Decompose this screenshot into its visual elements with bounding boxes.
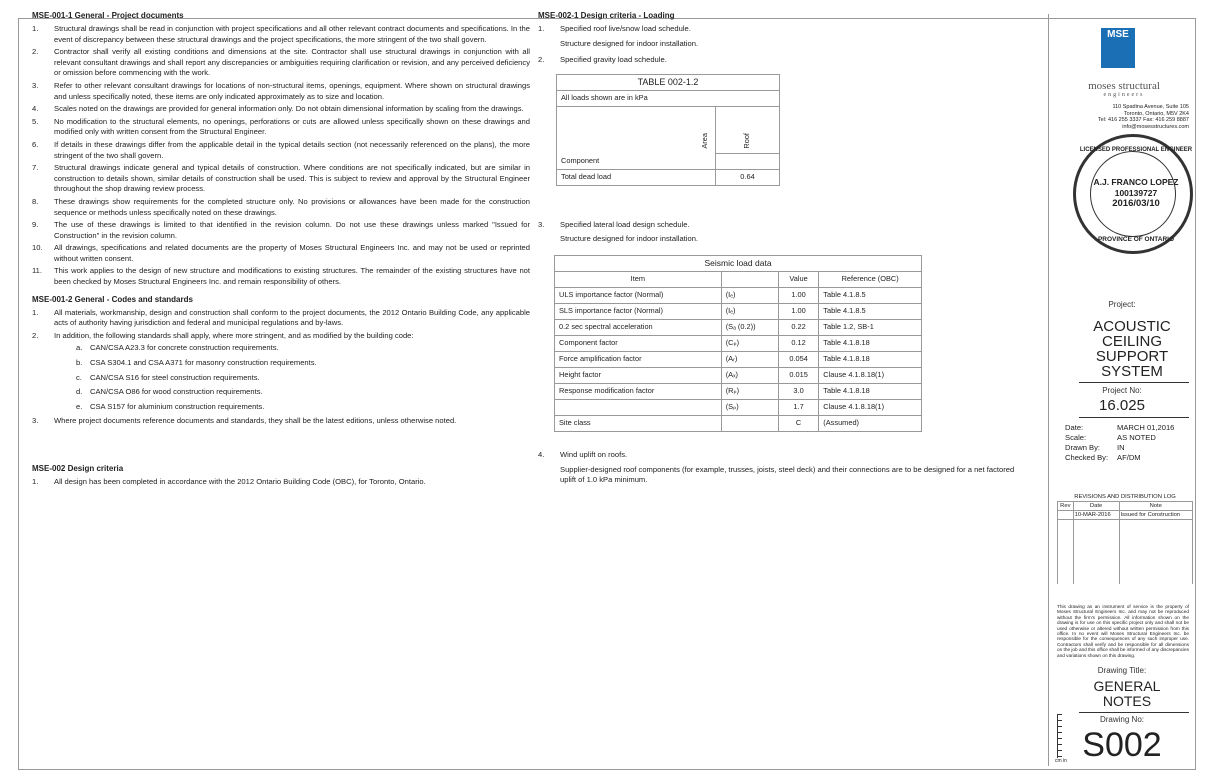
table-cell: SLS importance factor (Normal)	[555, 303, 722, 319]
list-item: 2. In addition, the following standards shall apply, where more stringent, and as modified by the building code: a. CAN/CSA A23.3 for concrete construction requirements. b. CSA S304.1 and CSA A371 for masonry construction requirements. c. CAN/CSA S16 for steel construction requirements. d. CAN/CSA O86 for wood construction requirements. e. CSA S157 for aluminium construction requirements.	[32, 331, 530, 413]
table-row	[555, 303, 922, 319]
table-cell: (Assumed)	[819, 415, 922, 431]
dead-load-table	[556, 74, 780, 186]
table-cell: C	[778, 415, 818, 431]
table-row	[555, 367, 922, 383]
table-row	[555, 287, 922, 303]
area-header: Area	[557, 106, 716, 153]
table-cell: Component factor	[555, 335, 722, 351]
table-cell: 0.22	[778, 319, 818, 335]
table-cell: 1.00	[778, 287, 818, 303]
table-header	[721, 271, 778, 287]
design-criteria-list	[32, 477, 530, 488]
drawing-number: S002	[1082, 726, 1162, 764]
scale-units: cm in	[1055, 758, 1067, 764]
project-documents-list	[32, 24, 530, 288]
table-cell: 1.7	[778, 399, 818, 415]
firm-address: 110 Spadina Avenue, Suite 105 Toronto, Ontario, M5V 2K4 Tel: 416 255 3337 Fax: 416 259 8887 info@mosesstructures.com	[1097, 104, 1189, 130]
list-item: 10. All drawings, specifications and related documents are the property of Moses Structural Engineers Inc. and may not be used or reprinted without written consent.	[32, 243, 530, 263]
table-row	[555, 399, 922, 415]
loading-list	[538, 220, 1018, 231]
table-cell	[721, 415, 778, 431]
list-item: 11. This work applies to the design of new structure and modifications to existing structures. The remainder of the existing structures have not been checked by Moses Structural Engineers Inc. and remain responsibility of others.	[32, 266, 530, 287]
title-block	[1048, 14, 1195, 766]
list-item: 2. Specified gravity load schedule.	[538, 55, 667, 65]
table-cell: 0.12	[778, 335, 818, 351]
loading-list	[538, 55, 1018, 66]
firm-name: moses structural	[1088, 80, 1160, 92]
table-header: Value	[778, 271, 818, 287]
table-cell: Table 4.1.8.18	[819, 351, 922, 367]
table-row	[555, 319, 922, 335]
table-cell: Clause 4.1.8.18(1)	[819, 367, 922, 383]
table-cell: Response modification factor	[555, 383, 722, 399]
project-name: ACOUSTIC CEILING SUPPORT SYSTEM	[1093, 318, 1171, 380]
note-subtext: Structure designed for indoor installation.	[560, 234, 699, 244]
table-title: Seismic load data	[555, 255, 922, 271]
table-cell: Table 4.1.8.18	[819, 383, 922, 399]
list-item: 2. Contractor shall verify all existing conditions and dimensions at the site. Contractor shall use structural drawings in conjunction with all relevant consultant drawings and shall report any discrepancies or ambiguities requiring clarification or revision, and any perceived deficiency or omission before commencing with the work.	[32, 47, 530, 78]
project-no-label: Project No:	[1102, 386, 1142, 395]
list-item: 8. These drawings show requirements for the completed structure only. No provisions or allowances have been made for the construction sequence or methods unless specifically noted on these drawings.	[32, 196, 530, 217]
table-cell: (Iₑ)	[721, 303, 778, 319]
meta-row: Date: MARCH 01,2016	[1065, 423, 1175, 432]
list-item: 1. All design has been completed in accordance with the 2012 Ontario Building Code (OBC), for Toronto, Ontario.	[32, 477, 426, 486]
table-cell: Site class	[555, 415, 722, 431]
table-cell: Table 4.1.8.5	[819, 287, 922, 303]
table-cell	[555, 399, 722, 415]
revision-table	[1057, 501, 1193, 584]
table-row	[1058, 568, 1193, 576]
list-item: 1. All materials, workmanship, design and construction shall conform to the project documents, the 2012 Ontario Building Code, any applicable acts of authority having jurisdiction and federal and municipal regulations and by-laws.	[32, 307, 530, 328]
drawing-no-label: Drawing No:	[1099, 715, 1144, 724]
list-item: c. CAN/CSA S16 for steel construction requirements.	[76, 372, 260, 382]
table-row	[1058, 552, 1193, 560]
table-cell: 0.2 sec spectral acceleration	[555, 319, 722, 335]
table-cell: Issued for Construction	[1119, 511, 1193, 520]
table-cell: ULS importance factor (Normal)	[555, 287, 722, 303]
revision-log: REVISIONS AND DISTRIBUTION LOG Rev Date Note 10-MAR-2016 Issued for Construction	[1057, 494, 1193, 584]
table-cell: (Sₐ (0.2))	[721, 319, 778, 335]
logo: MSE	[1101, 28, 1135, 68]
table-subtitle: All loads shown are in kPa	[557, 90, 780, 106]
table-cell: 3.0	[778, 383, 818, 399]
meta-row: Scale: AS NOTED	[1065, 433, 1156, 442]
table-title: TABLE 002-1.2	[557, 74, 780, 90]
list-item: e. CSA S157 for aluminium construction requirements.	[76, 401, 265, 411]
meta-row: Checked By: AF/DM	[1065, 453, 1141, 462]
table-row	[1058, 528, 1193, 536]
loading-list	[538, 24, 1018, 35]
table-cell: Total dead load	[557, 169, 716, 185]
scale-ruler	[1057, 714, 1066, 758]
table-row	[555, 383, 922, 399]
drawing-title-label: Drawing Title:	[1097, 666, 1147, 675]
table-cell: (Cₚ)	[721, 335, 778, 351]
table-cell: Table 4.1.8.5	[819, 303, 922, 319]
table-cell: Table 4.1.8.18	[819, 335, 922, 351]
table-cell: Table 1.2, SB-1	[819, 319, 922, 335]
project-label: Project:	[1108, 300, 1136, 309]
list-item: 3. Refer to other relevant consultant drawings for locations of non-structural items, openings, equipment. Where shown on structural drawings and unless specifically noted, these items are only indicated approximately as to size and location.	[32, 80, 530, 101]
table-row	[555, 415, 922, 431]
list-item: a. CAN/CSA A23.3 for concrete construction requirements.	[76, 343, 279, 353]
table-cell	[1058, 511, 1074, 520]
list-item: 9. The use of these drawings is limited to that identified in the revision column. Do not use these drawings unless marked "Issued for Construction" in the revision column.	[32, 220, 530, 240]
standards-sublist	[76, 343, 530, 412]
table-cell: Force amplification factor	[555, 351, 722, 367]
list-item: 1. Structural drawings shall be read in conjunction with project specifications and all other relevant contract documents and specifications. In the event of discrepancy between these structural drawings and the project specifications, the more stringent of the two shall govern.	[32, 24, 530, 44]
middle-column	[538, 10, 1018, 486]
table-cell: (Sₚ)	[721, 399, 778, 415]
disclaimer: This drawing as an instrument of service is the property of Moses Structural Engineers Inc. and may not be reproduced without the firm's permission. All information shown on the drawing is for use on this specific project only and shall not be used otherwise or altered without written permission from this office. In no event will Moses Structural Engineers Inc. be responsible for the consequences of any such improper use. Contractors shall verify and be responsible for all dimensions on the job and this office shall be informed of any discrepancies and variations shown on this drawing.	[1057, 604, 1189, 658]
table-row	[1058, 536, 1193, 544]
drawing-title: GENERAL NOTES	[1093, 678, 1161, 709]
divider	[1079, 712, 1189, 713]
codes-list	[32, 308, 530, 427]
table-cell: (Aₓ)	[721, 367, 778, 383]
table-row	[1058, 520, 1193, 529]
table-row	[555, 335, 922, 351]
table-cell: (Iₑ)	[721, 287, 778, 303]
table-cell: 10-MAR-2016	[1073, 511, 1119, 520]
table-cell: 1.00	[778, 303, 818, 319]
drawing-meta	[1065, 423, 1191, 463]
list-item: 3. Where project documents reference documents and standards, they shall be the latest editions, unless otherwise noted.	[32, 416, 457, 426]
loading-list	[538, 450, 1018, 461]
seismic-table	[554, 255, 922, 432]
roof-header: Roof	[716, 106, 780, 153]
list-item: 3. Specified lateral load design schedule.	[538, 219, 690, 229]
note-subtext: Supplier-designed roof components (for example, trusses, joists, steel deck) and their connections are to be designed for a net factored uplift of 1.0 kPa minimum.	[560, 464, 1015, 485]
section-heading: MSE-002 Design criteria	[32, 464, 124, 473]
note-subtext: Structure designed for indoor installation.	[560, 38, 699, 48]
table-cell: 0.64	[716, 169, 780, 185]
table-row	[1058, 560, 1193, 568]
table-header: Note	[1119, 502, 1193, 511]
firm-subname: engineers	[1103, 92, 1145, 98]
section-heading: MSE-001-2 General - Codes and standards	[32, 294, 193, 304]
table-cell: (Aᵣ)	[721, 351, 778, 367]
table-cell: 0.015	[778, 367, 818, 383]
table-header: Rev	[1058, 502, 1074, 511]
table-row	[1058, 511, 1193, 520]
project-number: 16.025	[1099, 397, 1145, 414]
list-item: b. CSA S304.1 and CSA A371 for masonry construction requirements.	[76, 358, 317, 368]
list-item: 5. No modification to the structural elements, no openings, perforations or cuts are allowed unless specifically shown on these drawings and modified only with written consent from the Structural Engineer.	[32, 116, 530, 137]
list-item: 4. Wind uplift on roofs.	[538, 449, 628, 459]
table-cell: Height factor	[555, 367, 722, 383]
section-heading: MSE-001-1 General - Project documents	[32, 11, 184, 20]
divider	[1079, 417, 1189, 418]
engineer-seal: LICENSED PROFESSIONAL ENGINEER A.J. FRANCO LOPEZ 100139727 2016/03/10 PROVINCE OF ONTARIO	[1073, 134, 1193, 254]
divider	[1079, 382, 1189, 383]
table-header: Reference (OBC)	[819, 271, 922, 287]
table-cell: (Rₚ)	[721, 383, 778, 399]
left-column	[32, 10, 530, 494]
table-row	[1058, 576, 1193, 584]
list-item: 1. Specified roof live/snow load schedule.	[538, 24, 691, 33]
table-cell: Component	[557, 153, 716, 169]
table-row	[555, 351, 922, 367]
table-row	[1058, 544, 1193, 552]
list-item: 6. If details in these drawings differ from the applicable detail in the typical details section (not necessarily referenced on the plans), the more stringent of the two shall govern.	[32, 139, 530, 160]
meta-row: Drawn By: IN	[1065, 443, 1125, 452]
table-cell: Clause 4.1.8.18(1)	[819, 399, 922, 415]
list-item: 4. Scales noted on the drawings are provided for general information only. Do not obtain dimensional information by scaling from the drawings.	[32, 104, 524, 114]
table-header: Item	[555, 271, 722, 287]
list-item: d. CAN/CSA O86 for wood construction requirements.	[76, 387, 263, 397]
table-header: Date	[1073, 502, 1119, 511]
table-cell: 0.054	[778, 351, 818, 367]
list-item: 7. Structural drawings indicate general and typical details of construction. Where conditions are not specifically indicated, but are similar in construction to details shown, similar details of construction shall be used. This is subject to review and approval by the Structural Engineer throughout the shop drawing review process.	[32, 163, 530, 194]
section-heading: MSE-002-1 Design criteria - Loading	[538, 11, 675, 20]
